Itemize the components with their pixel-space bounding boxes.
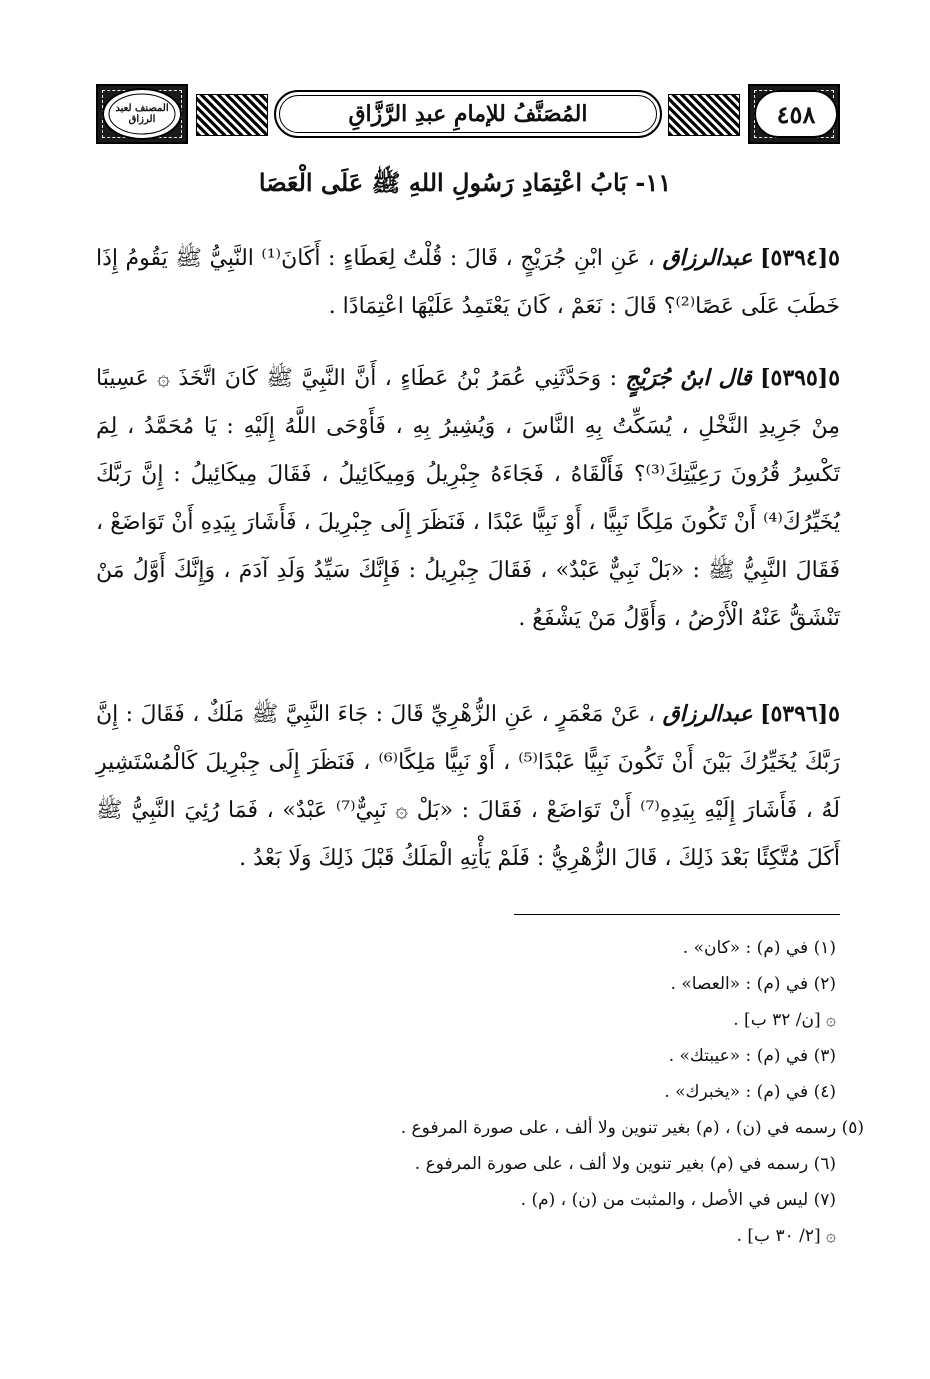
hadith-paragraph (96, 234, 840, 331)
footnote-separator (514, 914, 840, 915)
hadith-number: ٥[٥٣٩٤] (760, 245, 840, 271)
emblem-text: المصنف لعبد الرزاق (115, 103, 169, 125)
footnote: (٧) ليس في الأصل ، والمثبت من (ن) ، (م) . (520, 1190, 836, 1210)
hadith-number: ٥[٥٣٩٥] (760, 365, 841, 391)
header-pattern-right (668, 94, 740, 136)
running-title-box (274, 90, 662, 138)
page-header (96, 84, 840, 144)
hadith-paragraph (96, 354, 840, 643)
hadith-paragraph (96, 690, 840, 883)
page-number-box (754, 90, 838, 138)
footnote: (٥) رسمه في (ن) ، (م) بغير تنوين ولا ألف ، على صورة المرفوع . (400, 1118, 864, 1138)
footnote-folio-marker: ۞ [ن/ ٣٢ ب] . (733, 1010, 836, 1030)
book-emblem (102, 88, 182, 140)
footnote: (٤) في (م) : «يخبرك» . (664, 1082, 836, 1102)
header-pattern-left (196, 94, 268, 136)
hadith-narrator: عبدالرزاق (662, 701, 753, 727)
hadith-text: ، عَنِ ابْنِ جُرَيْجٍ ، قَالَ : قُلْتُ لِعَطَاءٍ : أَكَانَ⁽¹⁾ النَّبِيُّ ﷺ يَقُومُ إِذَا خَطَبَ عَلَى عَصًا⁽²⁾؟ قَالَ : نَعَمْ ، كَانَ يَعْتَمِدُ عَلَيْهَا اعْتِمَادًا . (96, 246, 840, 319)
footnote-folio-marker: ۞ [٢/ ٣٠ ب] . (736, 1226, 836, 1246)
footnotes (300, 930, 874, 1254)
footnote: (٢) في (م) : «العصا» . (670, 974, 836, 994)
hadith-narrator: عبدالرزاق (662, 245, 753, 271)
hadith-text: : وَحَدَّثَنِي عُمَرُ بْنُ عَطَاءٍ ، أَنَّ النَّبِيَّ ﷺ كَانَ اتَّخَذَ ۞ عَسِيبًا مِنْ جَرِيدِ النَّخْلِ ، يُسَكِّتُ بِهِ النَّاسَ ، وَيُشِيرُ بِهِ ، فَأَوْحَى اللَّهُ إِلَيْهِ : يَا مُحَمَّدُ ، لِمَ تَكْسِرُ قُرُونَ رَعِيَّتِكَ⁽³⁾؟ فَأَلْقَاهُ ، فَجَاءَهُ جِبْرِيلُ وَمِيكَائِيلُ ، فَقَالَ مِيكَائِيلُ : إِنَّ رَبَّكَ يُخَيِّرُكَ⁽⁴⁾ أَنْ تَكُونَ مَلِكًا نَبِيًّا ، أَوْ نَبِيًّا عَبْدًا ، فَنَظَرَ إِلَى جِبْرِيلَ ، فَأَشَارَ بِيَدِهِ أَنْ تَوَاضَعْ ، فَقَالَ النَّبِيُّ ﷺ : «بَلْ نَبِيٌّ عَبْدٌ» ، فَقَالَ جِبْرِيلُ : فَإِنَّكَ سَيِّدُ وَلَدِ آدَمَ ، وَإِنَّكَ أَوَّلُ مَنْ تَنْشَقُّ عَنْهُ الْأَرْضُ ، وَأَوَّلُ مَنْ يَشْفَعُ . (96, 366, 840, 631)
page-number: ٤٥٨ (776, 99, 816, 129)
chapter-title: ١١- بَابُ اعْتِمَادِ رَسُولِ اللهِ ﷺ عَلَى الْعَصَا (258, 168, 672, 197)
hadith-number: ٥[٥٣٩٦] (760, 701, 840, 727)
footnote: (٣) في (م) : «عيبتك» . (668, 1046, 836, 1066)
hadith-text: ، عَنْ مَعْمَرٍ ، عَنِ الزُّهْرِيِّ قَالَ : جَاءَ النَّبِيَّ ﷺ مَلَكٌ ، فَقَالَ : إِنَّ رَبَّكَ يُخَيِّرُكَ بَيْنَ أَنْ تَكُونَ نَبِيًّا عَبْدًا⁽⁵⁾ ، أَوْ نَبِيًّا مَلِكًا⁽⁶⁾ ، فَنَظَرَ إِلَى جِبْرِيلَ كَالْمُسْتَشِيرِ لَهُ ، فَأَشَارَ إِلَيْهِ بِيَدِهِ⁽⁷⁾ أَنْ تَوَاضَعْ ، فَقَالَ : «بَلْ ۞ نَبِيٌّ⁽⁷⁾ عَبْدٌ» ، فَمَا رُئِيَ النَّبِيُّ ﷺ أَكَلَ مُتَّكِئًا بَعْدَ ذَلِكَ ، قَالَ الزُّهْرِيُّ : فَلَمْ يَأْتِهِ الْمَلَكُ قَبْلَ ذَلِكَ وَلَا بَعْدُ . (96, 702, 841, 871)
running-title: المُصَنَّفُ للإمامِ عبدِ الرَّزَّاقِ (348, 101, 588, 127)
footnote: (٦) رسمه في (م) بغير تنوين ولا ألف ، على صورة المرفوع . (414, 1154, 836, 1174)
footnote: (١) في (م) : «كان» . (682, 938, 836, 958)
hadith-narrator: قال ابنُ جُرَيْجٍ (625, 365, 752, 391)
